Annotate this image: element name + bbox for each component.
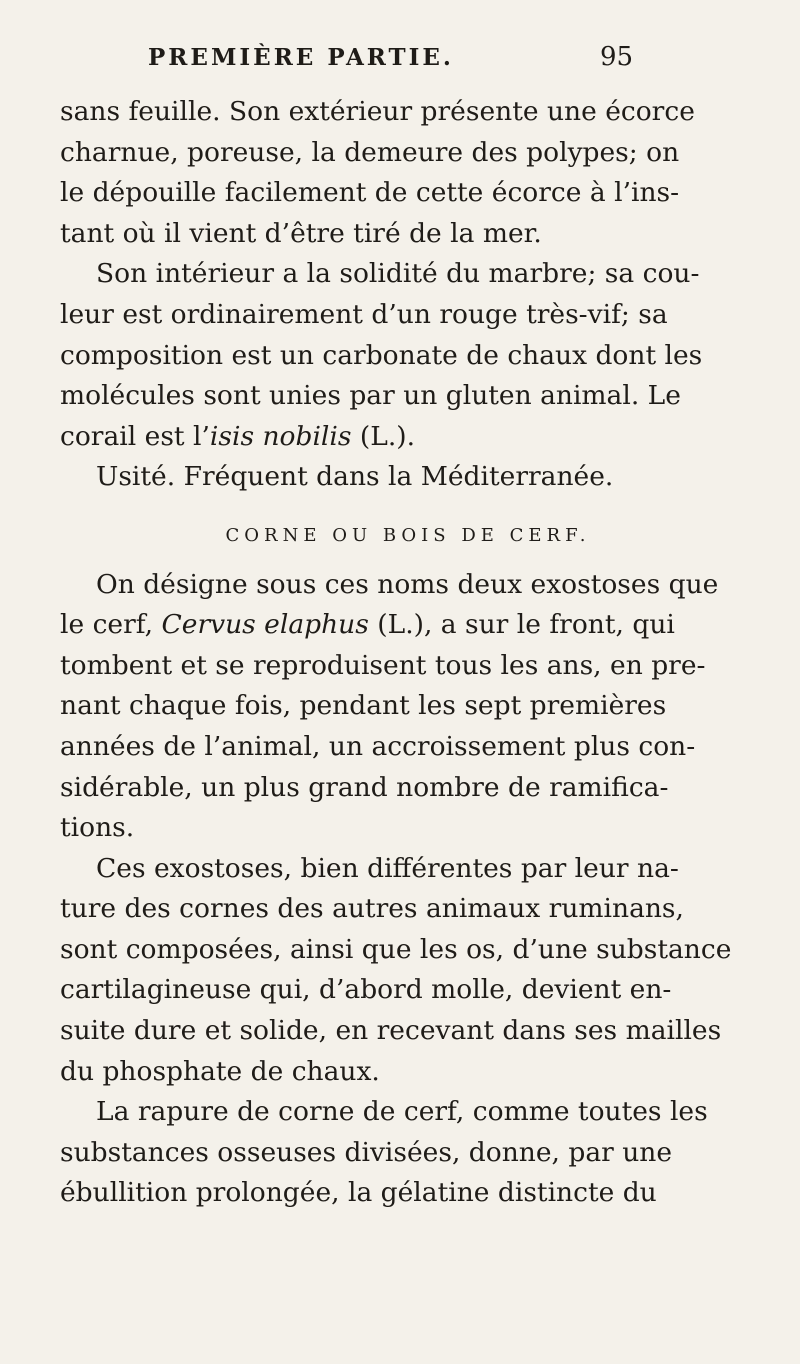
running-title: PREMIÈRE PARTIE. (148, 44, 454, 71)
section-heading: CORNE OU BOIS DE CERF. (225, 524, 591, 546)
text-line: sans feuille. Son extérieur présente une écorce (60, 96, 695, 127)
text-line: Son intérieur a la solidité du marbre; sa cou- (96, 258, 700, 290)
text-line: nant chaque fois, pendant les sept premières (60, 690, 667, 722)
text-line: années de l’animal, un accroissement plus con- (60, 730, 696, 762)
species-name: isis nobilis (209, 420, 352, 452)
text-line: le dépouille facilement de cette écorce à l’ins- (60, 177, 680, 209)
text-line: sidérable, un plus grand nombre de ramifica- (60, 771, 669, 803)
text-line: La rapure de corne de cerf, comme toutes les (96, 1096, 708, 1128)
text-line: sont composées, ainsi que les os, d’une substance (60, 933, 732, 965)
text-line: ture des cornes des autres animaux ruminans, (60, 893, 684, 925)
text-line: Usité. Fréquent dans la Méditerranée. (96, 461, 614, 493)
text-line: On désigne sous ces noms deux exostoses que (96, 568, 719, 600)
species-name: Cervus elaphus (161, 609, 369, 641)
text-line: leur est ordinairement d’un rouge très-vif; sa (60, 298, 668, 330)
species-prefix: corail est l’ (60, 420, 210, 452)
text-line: tant où il vient d’être tiré de la mer. (60, 217, 542, 249)
page-number: 95 (600, 42, 634, 72)
species-suffix: (L.). (351, 420, 416, 452)
text-line: tions. (60, 812, 135, 844)
text-line: suite dure et solide, en recevant dans ses mailles (60, 1015, 722, 1047)
text-fragment: (L.), a sur le front, qui (368, 609, 675, 641)
body-text (60, 92, 736, 1214)
text-line: substances osseuses divisées, donne, par une (60, 1136, 673, 1168)
text-line: cartilagineuse qui, d’abord molle, devient en- (60, 974, 672, 1006)
text-line: Ces exostoses, bien différentes par leur na- (96, 852, 679, 884)
text-line (60, 417, 736, 458)
text-line: du phosphate de chaux. (60, 1055, 380, 1087)
text-line: molécules sont unies par un gluten animal. Le (60, 380, 681, 412)
text-line: ébullition prolongée, la gélatine distincte du (60, 1177, 657, 1209)
text-line: charnue, poreuse, la demeure des polypes; on (60, 136, 680, 168)
text-line (60, 605, 736, 646)
text-line: composition est un carbonate de chaux dont les (60, 339, 703, 371)
text-line: tombent et se reproduisent tous les ans, en pre- (60, 649, 706, 681)
text-fragment: le cerf, (60, 609, 162, 641)
